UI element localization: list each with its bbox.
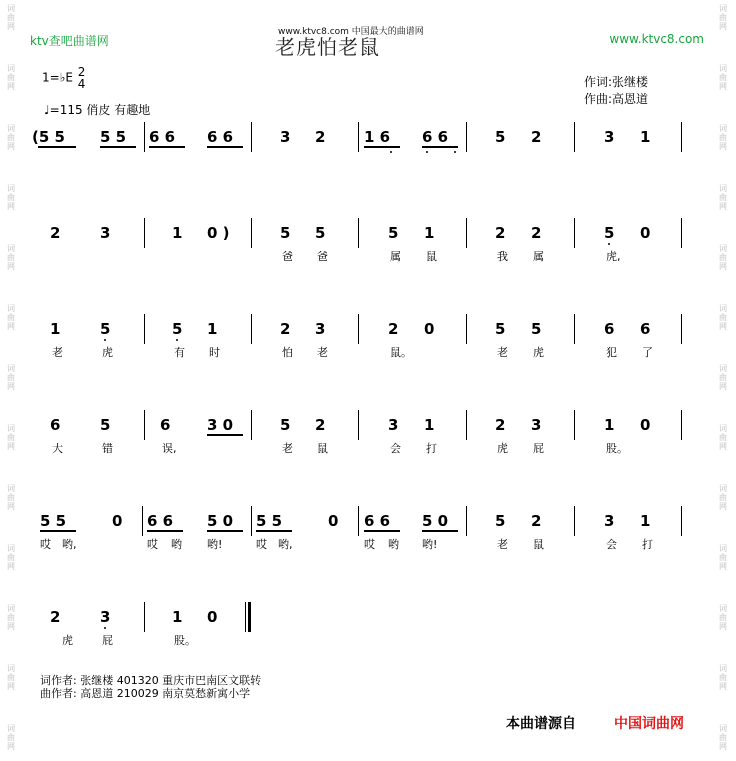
note: 1	[640, 512, 651, 530]
note: 2	[531, 128, 542, 146]
note: 3	[604, 128, 615, 146]
note: 0	[640, 224, 651, 242]
lyric: 哟,	[278, 538, 293, 551]
barline	[251, 506, 252, 536]
barline	[681, 410, 682, 440]
note: 5	[280, 416, 291, 434]
note: 2	[315, 416, 326, 434]
side-watermark: 词曲网	[7, 364, 15, 391]
note: 5	[388, 224, 399, 242]
lyric: 老	[497, 346, 508, 359]
beam	[40, 530, 76, 532]
lyric: 会	[390, 442, 401, 455]
note: 5	[280, 224, 291, 242]
lyric: 虎	[533, 346, 544, 359]
side-watermark: 词曲网	[719, 124, 727, 151]
side-watermark: 词曲网	[7, 64, 15, 91]
barline	[574, 314, 575, 344]
side-watermark: 词曲网	[7, 424, 15, 451]
barline	[681, 506, 682, 536]
note: 5	[495, 512, 506, 530]
note: 2	[495, 416, 506, 434]
note: 2	[50, 608, 61, 626]
low-octave-dot	[176, 339, 178, 341]
barline	[144, 314, 145, 344]
beam	[207, 530, 243, 532]
site-name-left[interactable]: ktv查吧曲谱网	[30, 34, 109, 48]
side-watermark: 词曲网	[7, 724, 15, 751]
note: 1	[50, 320, 61, 338]
barline	[466, 314, 467, 344]
lyric: 错	[102, 442, 113, 455]
note: 1 6	[364, 128, 391, 146]
barline	[251, 122, 252, 152]
note: 0	[424, 320, 435, 338]
barline	[358, 218, 359, 248]
note: 2	[495, 224, 506, 242]
note: 3	[604, 512, 615, 530]
note: 5	[495, 128, 506, 146]
beam	[38, 146, 76, 148]
note: 5	[604, 224, 615, 242]
beam	[364, 530, 400, 532]
barline	[142, 506, 143, 536]
barline	[251, 314, 252, 344]
note: 0	[640, 416, 651, 434]
lyric: 打	[426, 442, 437, 455]
barline	[251, 410, 252, 440]
barline	[358, 314, 359, 344]
lyric: 股。	[606, 442, 628, 455]
side-watermark: 词曲网	[719, 724, 727, 751]
side-watermark: 词曲网	[7, 124, 15, 151]
lyric: 屁	[533, 442, 544, 455]
beam	[364, 146, 400, 148]
lyric: 鼠。	[390, 346, 412, 359]
note: 2	[531, 224, 542, 242]
left-watermark-strip	[4, 0, 18, 761]
lyric: 哟!	[422, 538, 438, 551]
barline	[358, 122, 359, 152]
lyric: 虎	[62, 634, 73, 647]
side-watermark: 词曲网	[719, 4, 727, 31]
lyric: 大	[52, 442, 63, 455]
barline	[144, 218, 145, 248]
source-label: 本曲谱源自	[506, 716, 576, 732]
lyric: 老	[497, 538, 508, 551]
side-watermark: 词曲网	[719, 664, 727, 691]
note: 0	[207, 608, 218, 626]
note: 6	[604, 320, 615, 338]
note: 3	[100, 224, 111, 242]
lyric: 爸	[282, 250, 293, 263]
note: 5 5	[100, 128, 127, 146]
time-sig-top: 2	[77, 65, 86, 79]
barline	[574, 218, 575, 248]
lyric: 哟	[171, 538, 182, 551]
barline	[574, 506, 575, 536]
note: 0	[328, 512, 339, 530]
barline	[574, 122, 575, 152]
beam	[207, 434, 243, 436]
note: 6	[640, 320, 651, 338]
lyric: 鼠	[317, 442, 328, 455]
barline	[574, 410, 575, 440]
low-octave-dot	[104, 339, 106, 341]
note: 0	[112, 512, 123, 530]
lyric: 股。	[174, 634, 196, 647]
final-barline-thick	[248, 602, 251, 632]
song-title: 老虎怕老鼠	[275, 35, 380, 59]
lyric: 哟!	[207, 538, 223, 551]
side-watermark: 词曲网	[719, 184, 727, 211]
lyric: 属	[533, 250, 544, 263]
note: 1	[172, 608, 183, 626]
site-url-right[interactable]: www.ktvc8.com	[609, 32, 704, 46]
barline	[681, 122, 682, 152]
lyric: 怕	[282, 346, 293, 359]
lyric: 虎	[497, 442, 508, 455]
note: 0 )	[207, 224, 230, 242]
low-octave-dot	[454, 151, 456, 153]
lyric: 会	[606, 538, 617, 551]
barline	[358, 410, 359, 440]
note: 1	[604, 416, 615, 434]
side-watermark: 词曲网	[719, 64, 727, 91]
side-watermark: 词曲网	[7, 484, 15, 511]
side-watermark: 词曲网	[7, 664, 15, 691]
lyric: 老	[52, 346, 63, 359]
beam	[100, 146, 136, 148]
barline	[466, 410, 467, 440]
note: 5 5	[256, 512, 283, 530]
note: 5	[531, 320, 542, 338]
side-watermark: 词曲网	[719, 244, 727, 271]
note: 2	[50, 224, 61, 242]
note: 6 6	[149, 128, 176, 146]
low-octave-dot	[104, 627, 106, 629]
lyric: 老	[317, 346, 328, 359]
note: 2	[315, 128, 326, 146]
beam	[207, 146, 243, 148]
right-watermark-strip	[716, 0, 730, 761]
side-watermark: 词曲网	[7, 544, 15, 571]
lyricist-credit: 作词:张继楼	[584, 75, 649, 89]
barline	[466, 506, 467, 536]
note: 5 0	[422, 512, 449, 530]
lyric: 虎	[102, 346, 113, 359]
side-watermark: 词曲网	[7, 244, 15, 271]
beam	[256, 530, 292, 532]
lyric: 属	[390, 250, 401, 263]
note: 2	[280, 320, 291, 338]
note: 6 6	[147, 512, 174, 530]
note: 5 5	[40, 512, 67, 530]
lyric: 时	[209, 346, 220, 359]
note: 5	[172, 320, 183, 338]
lyric: 有	[174, 346, 185, 359]
lyric: 误,	[162, 442, 177, 455]
lyric: 哎	[256, 538, 267, 551]
note: 1	[424, 224, 435, 242]
lyric: 鼠	[533, 538, 544, 551]
side-watermark: 词曲网	[719, 604, 727, 631]
lyric: 打	[642, 538, 653, 551]
lyric: 哟,	[62, 538, 77, 551]
lyric: 屁	[102, 634, 113, 647]
lyricist-info: 词作者: 张继楼 401320 重庆市巴南区文联转	[40, 674, 262, 687]
note: 5	[315, 224, 326, 242]
side-watermark: 词曲网	[719, 304, 727, 331]
beam	[422, 530, 458, 532]
lyric: 老	[282, 442, 293, 455]
note: 1	[207, 320, 218, 338]
side-watermark: 词曲网	[719, 424, 727, 451]
beam	[147, 530, 183, 532]
note: 6 6	[422, 128, 449, 146]
barline	[144, 122, 145, 152]
note: 1	[640, 128, 651, 146]
barline	[358, 506, 359, 536]
note: 5	[100, 416, 111, 434]
note: 6 6	[364, 512, 391, 530]
lyric: 爸	[317, 250, 328, 263]
note: 3	[388, 416, 399, 434]
source-site-link[interactable]: 中国词曲网	[614, 716, 684, 732]
barline	[144, 410, 145, 440]
barline	[681, 218, 682, 248]
note: 5 0	[207, 512, 234, 530]
note: 6	[50, 416, 61, 434]
note: 1	[172, 224, 183, 242]
note: 6	[160, 416, 171, 434]
time-signature	[78, 66, 86, 90]
tempo-marking: ♩=115 俏皮 有趣地	[44, 103, 151, 117]
side-watermark: 词曲网	[7, 304, 15, 331]
note: 5	[100, 320, 111, 338]
lyric: 哟	[388, 538, 399, 551]
note: 2	[388, 320, 399, 338]
note: (5 5	[32, 128, 65, 146]
side-watermark: 词曲网	[719, 484, 727, 511]
side-watermark: 词曲网	[7, 604, 15, 631]
barline	[466, 218, 467, 248]
note: 6 6	[207, 128, 234, 146]
barline	[251, 218, 252, 248]
side-watermark: 词曲网	[7, 184, 15, 211]
lyric: 哎	[40, 538, 51, 551]
note: 2	[531, 512, 542, 530]
composer-credit: 作曲:高恩道	[584, 92, 649, 106]
side-watermark: 词曲网	[719, 544, 727, 571]
key-signature	[42, 66, 85, 90]
barline	[466, 122, 467, 152]
lyric: 虎,	[606, 250, 621, 263]
note: 3	[100, 608, 111, 626]
lyric: 犯	[606, 346, 617, 359]
composer-info: 曲作者: 高恩道 210029 南京莫愁新寓小学	[40, 687, 251, 700]
note: 5	[495, 320, 506, 338]
beam	[422, 146, 458, 148]
beam	[149, 146, 185, 148]
note: 1	[424, 416, 435, 434]
barline	[681, 314, 682, 344]
lyric: 哎	[364, 538, 375, 551]
lyric: 了	[642, 346, 653, 359]
low-octave-dot	[390, 151, 392, 153]
side-watermark: 词曲网	[719, 364, 727, 391]
final-barline-thin	[245, 602, 246, 632]
low-octave-dot	[426, 151, 428, 153]
barline	[144, 602, 145, 632]
lyric: 哎	[147, 538, 158, 551]
low-octave-dot	[608, 243, 610, 245]
lyric: 鼠	[426, 250, 437, 263]
key-label: 1=♭E	[42, 70, 73, 85]
site-url-small: www.ktvc8.com 中国最大的曲谱网	[278, 27, 424, 37]
time-sig-bottom: 4	[77, 77, 86, 91]
note: 3	[280, 128, 291, 146]
side-watermark: 词曲网	[7, 4, 15, 31]
note: 3	[531, 416, 542, 434]
lyric: 我	[497, 250, 508, 263]
note: 3 0	[207, 416, 234, 434]
note: 3	[315, 320, 326, 338]
